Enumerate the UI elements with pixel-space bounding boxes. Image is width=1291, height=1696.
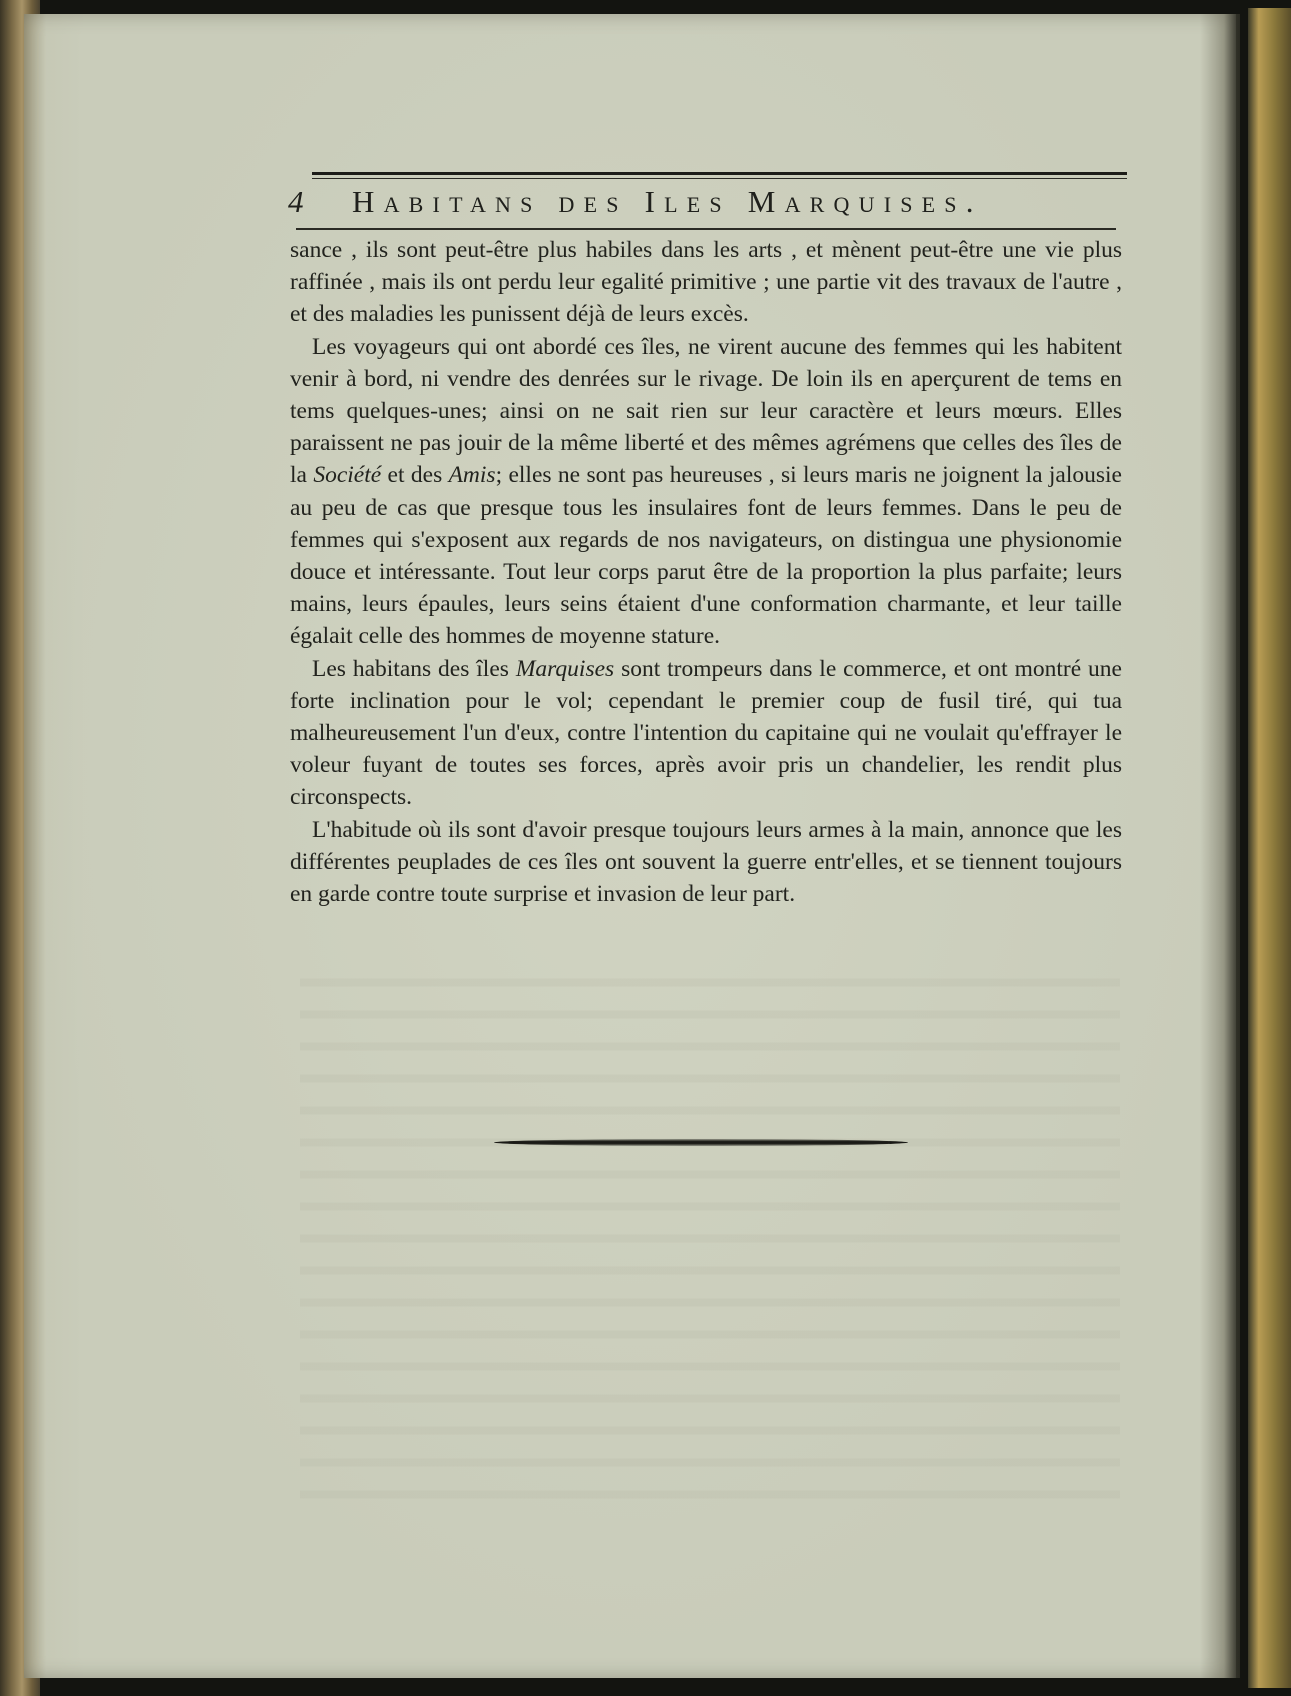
paragraph [290, 653, 1122, 814]
facing-page-edge [1248, 8, 1291, 1688]
title-rule [296, 228, 1116, 230]
italic-term: Société [313, 462, 382, 489]
end-rule [494, 1139, 908, 1146]
paragraph-text: Les voyageurs qui ont abordé ces îles, ne virent aucune des femmes qui les habitent venir à bord, ni vendre des denrées sur le rivage. De loin ils en aperçurent de tems en tems quelques-unes; ainsi on ne sait rien sur leur caractère et leurs mœurs. Elles paraissent ne pas jouir de la même liberté et des mêmes agrémens que celles des îles de la [290, 333, 1122, 489]
page-number: 4 [288, 184, 304, 219]
paragraph-text: sance , ils sont peut-être plus habiles dans les arts , et mènent peut-être une vie plus raffinée , mais ils ont perdu leur egalité primitive ; une partie vit des travaux de l'autre , et des maladies les punissent déjà de leurs excès. [290, 237, 1122, 328]
running-head [288, 184, 1128, 218]
gutter-shadow [1200, 14, 1240, 1678]
paragraph-text: sont trompeurs dans le commerce, et ont montré une forte inclination pour le vol; cependant le premier coup de fusil tiré, qui tua malheureusement l'un d'eux, contre l'intention du capitaine qui ne voulait qu'effrayer le voleur fuyant de toutes ses forces, après avoir pris un chandelier, les rendit plus circonspects. [290, 655, 1122, 811]
header-rule-thin [312, 178, 1127, 179]
italic-term: Amis [448, 462, 496, 489]
paragraph [290, 234, 1122, 331]
paragraph-text: ; elles ne sont pas heureuses , si leurs maris ne joignent la jalousie au peu de cas que presque tous les insulaires font de leurs femmes. Dans le peu de femmes qui s'exposent aux regards de nos navigateurs, on distingua une physionomie douce et intéressante. Tout leur corps parut être de la proportion la plus parfaite; leurs mains, leurs épaules, leurs seins étaient d'une conformation charmante, et leur taille égalait celle des hommes de moyenne stature. [290, 462, 1122, 650]
paragraph-text: L'habitude où ils sont d'avoir presque toujours leurs armes à la main, annonce que les différentes peuplades de ces îles ont souvent la guerre entr'elles, et se tiennent toujours en garde contre toute surprise et invasion de leur part. [290, 816, 1122, 908]
show-through [300, 960, 1120, 1520]
paragraph-text: et des [381, 462, 449, 489]
italic-term: Marquises [515, 655, 615, 682]
body-text [290, 234, 1122, 910]
paragraph-text: Les habitans des îles [312, 655, 516, 682]
paragraph [290, 814, 1122, 911]
paragraph [290, 331, 1122, 653]
header-rule [312, 172, 1127, 175]
running-title: Habitans des Iles Marquises. [352, 184, 983, 219]
